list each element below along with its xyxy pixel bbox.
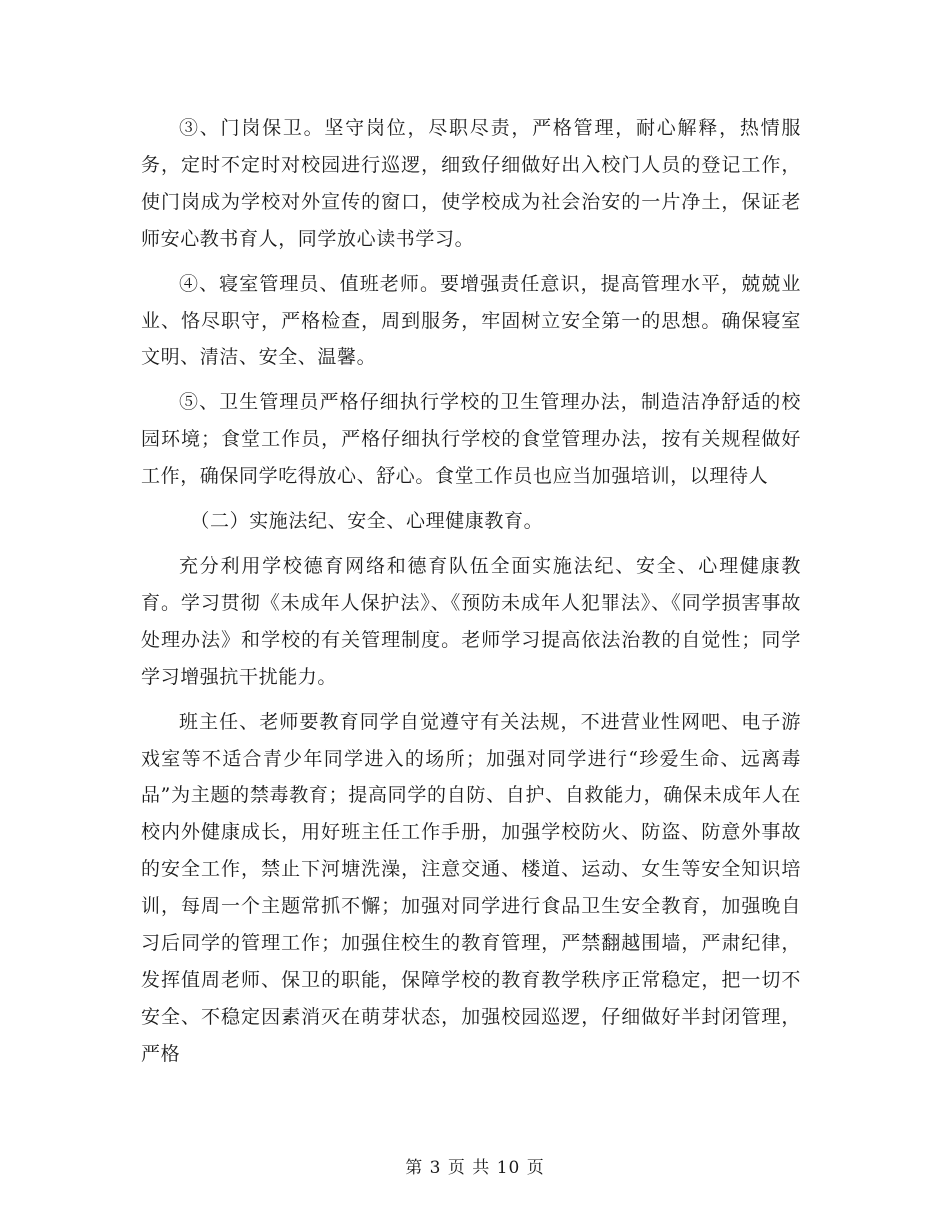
paragraph-teacher-responsibilities: 班主任、老师要教育同学自觉遵守有关法规，不进营业性网吧、电子游戏室等不适合青少年同学进入的场所；加强对同学进行“珍爱生命、远离毒品”为主题的禁毒教育；提高同学的自防、自护、自救能力，确保未成年人在校内外健康成长，用好班主任工作手册，加强学校防火、防盗、防意外事故的安全工作，禁止下河塘洗澡，注意交通、楼道、运动、女生等安全知识培训，每周一个主题常抓不懈；加强对同学进行食品卫生安全教育，加强晚自习后同学的管理工作；加强住校生的教育管理，严禁翻越围墙，严肃纪律，发挥值周老师、保卫的职能，保障学校的教育教学秩序正常稳定，把一切不安全、不稳定因素消灭在萌芽状态，加强校园巡逻，仔细做好半封闭管理，严格 (141, 710, 801, 1065)
paragraph-gate-security: ③、门岗保卫。坚守岗位，尽职尽责，严格管理，耐心解释，热情服务，定时不定时对校园进行巡逻，细致仔细做好出入校门人员的登记工作，使门岗成为学校对外宣传的窗口，使学校成为社会治安的一片净土，保证老师安心教书育人，同学放心读书学习。 (141, 117, 801, 250)
paragraph-hygiene-canteen: ⑤、卫生管理员严格仔细执行学校的卫生管理办法，制造洁净舒适的校园环境；食堂工作员，严格仔细执行学校的食堂管理办法，按有关规程做好工作，确保同学吃得放心、舒心。食堂工作员也应当加强培训，以理待人 (141, 391, 801, 488)
page-number-footer: 第 3 页 共 10 页 (405, 1158, 545, 1178)
paragraph-law-education: 充分利用学校德育网络和德育队伍全面实施法纪、安全、心理健康教育。学习贯彻《未成年人保护法》、《预防未成年人犯罪法》、《同学损害事故处理办法》和学校的有关管理制度。老师学习提高依法治教的自觉性；同学学习增强抗干扰能力。 (141, 554, 801, 688)
document-body (141, 110, 801, 1073)
paragraph-dormitory-management: ④、寝室管理员、值班老师。要增强责任意识，提高管理水平，兢兢业业、恪尽职守，严格检查，周到服务，牢固树立安全第一的思想。确保寝室文明、清洁、安全、温馨。 (141, 272, 801, 369)
section-heading-education: （二）实施法纪、安全、心理健康教育。 (190, 510, 544, 533)
